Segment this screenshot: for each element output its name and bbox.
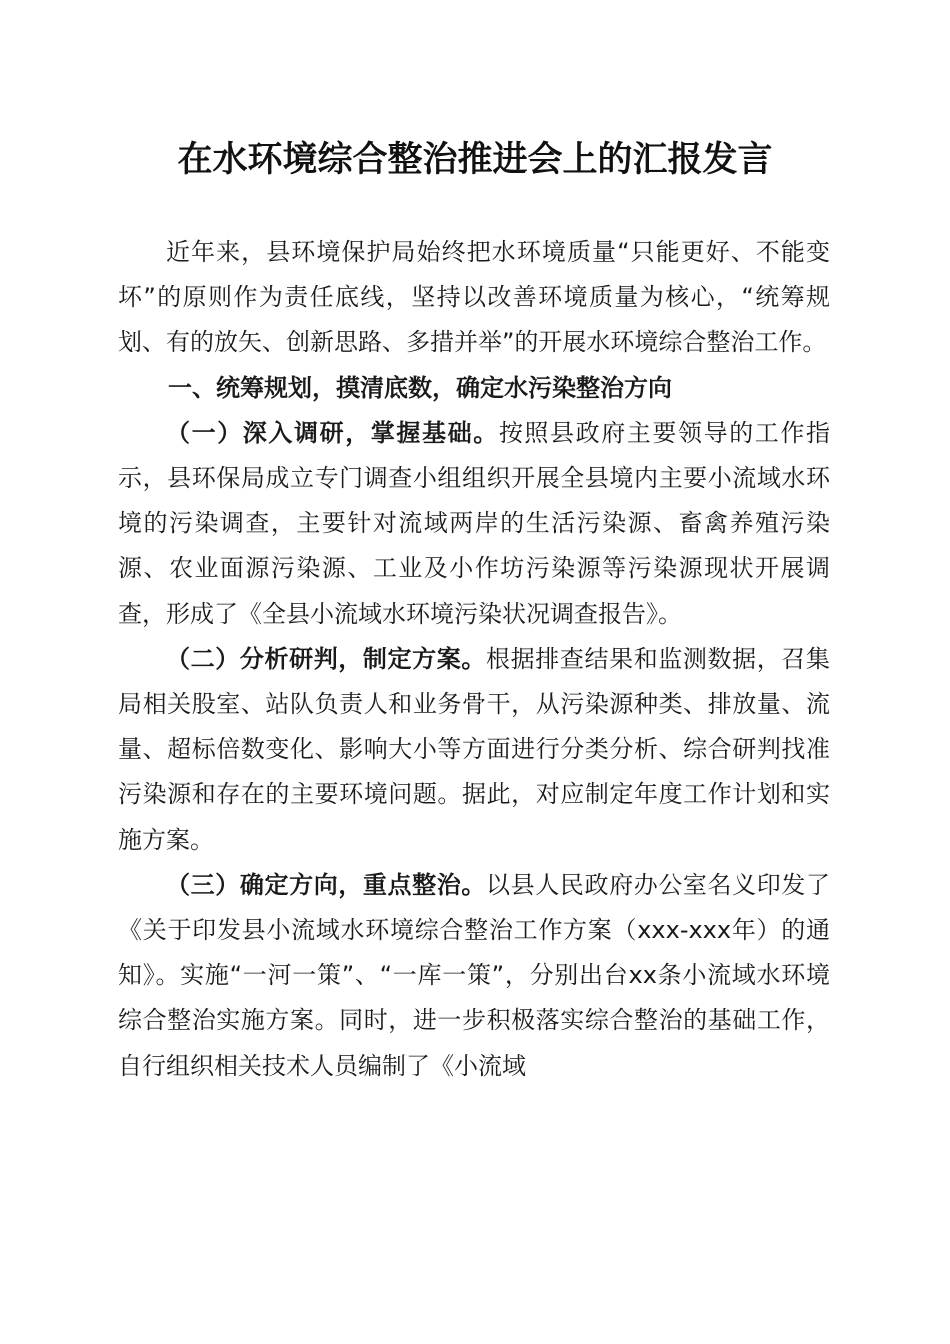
item-3-text: 以县人民政府办公室名义印发了《关于印发县小流域水环境综合整治工作方案（xxx-xxx年）的通知》。实施“一河一策”、“一库一策”，分别出台xx条小流域水环境综合整治实施方案。同时，进一步积极落实综合整治的基础工作，自行组织相关技术人员编制了《小流域 (118, 870, 830, 1080)
paragraph-item-3 (118, 863, 830, 1089)
paragraph-item-2 (118, 637, 830, 863)
paragraph-item-1 (118, 411, 830, 637)
document-body (118, 230, 830, 1089)
item-3-lead: （三）确定方向，重点整治。 (166, 870, 486, 899)
page-title: 在水环境综合整治推进会上的汇报发言 (177, 139, 773, 180)
item-2-lead: （二）分析研判，制定方案。 (166, 644, 486, 673)
section-heading: 一、统筹规划，摸清底数，确定水污染整治方向 (168, 373, 672, 402)
item-2-text: 根据排查结果和监测数据，召集局相关股室、站队负责人和业务骨干，从污染源种类、排放量、流量、超标倍数变化、影响大小等方面进行分类分析、综合研判找准污染源和存在的主要环境问题。据此，对应制定年度工作计划和实施方案。 (118, 644, 830, 854)
item-1-lead: （一）深入调研，掌握基础。 (166, 418, 499, 447)
item-1-text: 按照县政府主要领导的工作指示，县环保局成立专门调查小组组织开展全县境内主要小流域水环境的污染调查，主要针对流域两岸的生活污染源、畜禽养殖污染源、农业面源污染源、工业及小作坊污染源等污染源现状开展调查，形成了《全县小流域水环境污染状况调查报告》。 (118, 418, 831, 628)
intro-paragraph: 近年来，县环境保护局始终把水环境质量“只能更好、不能变坏”的原则作为责任底线，坚持以改善环境质量为核心，“统筹规划、有的放矢、创新思路、多措并举”的开展水环境综合整治工作。 (118, 238, 830, 357)
